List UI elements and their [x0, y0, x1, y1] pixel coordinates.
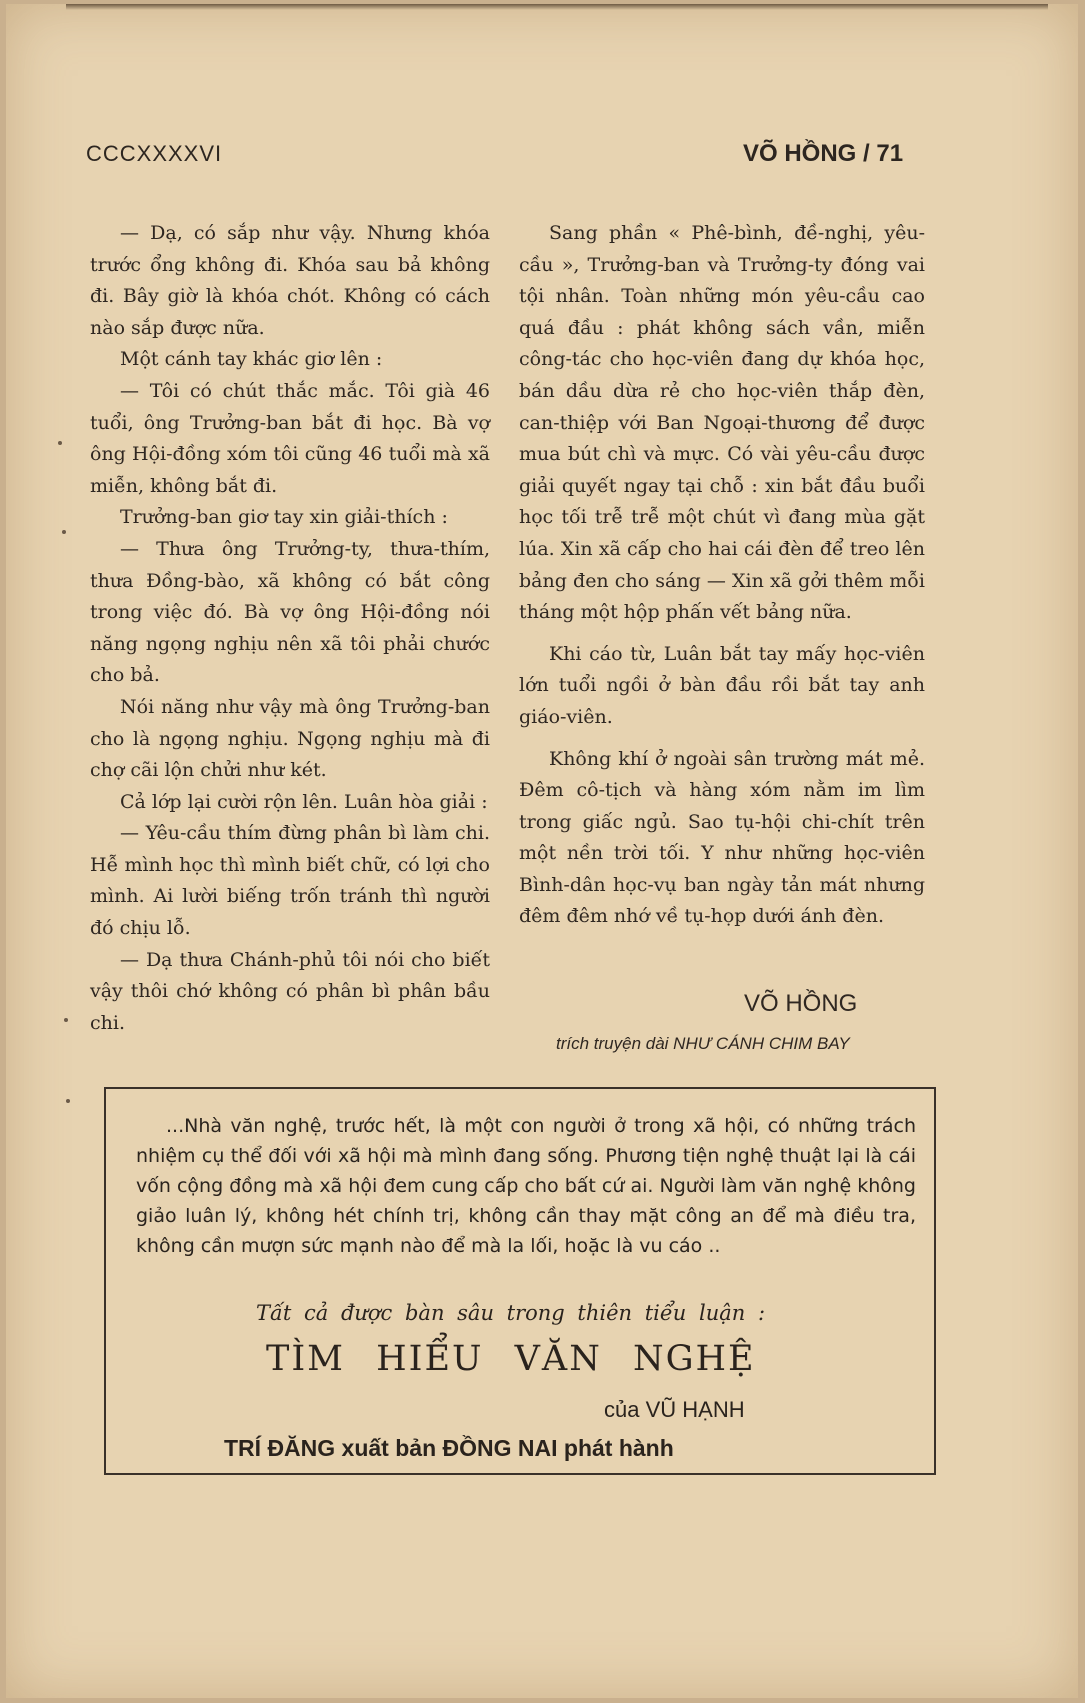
paragraph: Nói năng như vậy mà ông Trưởng-ban cho là ngọng nghịu. Ngọng nghịu mà đi chợ cãi lộn chửi như két. [90, 695, 490, 782]
ad-book-title: TÌM HIỂU VĂN NGHỆ [266, 1339, 756, 1379]
paragraph: — Tôi có chút thắc mắc. Tôi già 46 tuổi, ông Trưởng-ban bắt đi học. Bà vợ ông Hội-đồng xóm tôi cũng 46 tuổi mà xã miễn, không bắt đi. [90, 379, 490, 497]
paper-speck [62, 530, 66, 534]
page-edge-shadow [66, 4, 1048, 10]
paragraph: — Yêu-cầu thím đừng phân bì làm chi. Hễ mình học thì mình biết chữ, có lợi cho mình. Ai lười biếng trốn tránh thì người đó chịu lỗ. [90, 822, 490, 940]
paragraph: Sang phần « Phê-bình, đề-nghị, yêu-cầu », Trưởng-ban và Trưởng-ty đóng vai tội nhân. Toàn những món yêu-cầu cao quá đầu : phát không sách vần, miễn công-tác cho học-viên đang dự khóa học, bán dầu dừa rẻ cho học-viên thắp đèn, can-thiệp với Ban Ngoại-thương để được mua bút chì và mực. Có vài yêu-cầu được giải quyết ngay tại chỗ : xin bắt đầu buổi học tối trễ trễ một chút vì đang mùa gặt lúa. Xin xã cấp cho hai cái đèn để treo lên bảng đen cho sáng — Xin xã gởi thêm mỗi tháng một hộp phấn vết bảng nữa. [519, 222, 925, 624]
paragraph: Cả lớp lại cười rộn lên. Luân hòa giải : [120, 790, 488, 813]
ad-publisher: TRÍ ĐĂNG xuất bản ĐỒNG NAI phát hành [224, 1435, 674, 1461]
paragraph: Không khí ở ngoài sân trường mát mẻ. Đêm cô-tịch và hàng xóm nằm im lìm trong giấc ngủ. Sao tụ-hội chi-chít trên một nền trời tối. Y như những học-viên Bình-dân học-vụ ban ngày tản mát nhưng đêm đêm nhớ về tụ-họp dưới ánh đèn. [519, 747, 925, 928]
paper-speck [66, 1099, 70, 1103]
page-number: CCCXXXXVI [86, 141, 223, 166]
paragraph: — Thưa ông Trưởng-ty, thưa-thím, thưa Đồng-bào, xã không có bắt công trong việc đó. Bà vợ ông Hội-đồng nói năng ngọng nghịu nên xã tôi phải chước cho bả. [90, 537, 490, 687]
right-column [519, 218, 925, 933]
signature-author: VÕ HỒNG [744, 990, 858, 1017]
signature-source: trích truyện dài NHƯ CÁNH CHIM BAY [556, 1034, 850, 1053]
ad-book-author: của VŨ HẠNH [604, 1397, 745, 1422]
paragraph: Một cánh tay khác giơ lên : [120, 348, 383, 371]
magazine-page [6, 4, 1078, 1698]
running-title: VÕ HỒNG / 71 [743, 140, 904, 167]
ad-intro: Tất cả được bàn sâu trong thiên tiểu luận : [256, 1301, 766, 1325]
paragraph: — Dạ thưa Chánh-phủ tôi nói cho biết vậy thôi chớ không có phân bì phân bầu chi. [90, 948, 490, 1034]
advertisement-box [104, 1087, 936, 1475]
ad-quote: ...Nhà văn nghệ, trước hết, là một con người ở trong xã hội, có những trách nhiệm cụ thể đối với xã hội mà mình đang sống. Phương tiện nghệ thuật lại là cái vốn cộng đồng mà xã hội đem cung cấp cho bất cứ ai. Người làm văn nghệ không giảo luân lý, không hét chính trị, không cần thay mặt công an để mà điều tra, không cần mượn sức mạnh nào để mà la lối, hoặc là vu cáo .. [136, 1115, 916, 1257]
paragraph: Trưởng-ban giơ tay xin giải-thích : [120, 506, 448, 529]
left-column [90, 218, 490, 1039]
paper-speck [64, 1018, 68, 1022]
paragraph: — Dạ, có sắp như vậy. Nhưng khóa trước ổng không đi. Khóa sau bả không đi. Bây giờ là khóa chót. Không có cách nào sắp được nữa. [90, 222, 490, 339]
paragraph: Khi cáo từ, Luân bắt tay mấy học-viên lớn tuổi ngồi ở bàn đầu rồi bắt tay anh giáo-viên. [519, 642, 925, 728]
paper-speck [58, 441, 62, 445]
